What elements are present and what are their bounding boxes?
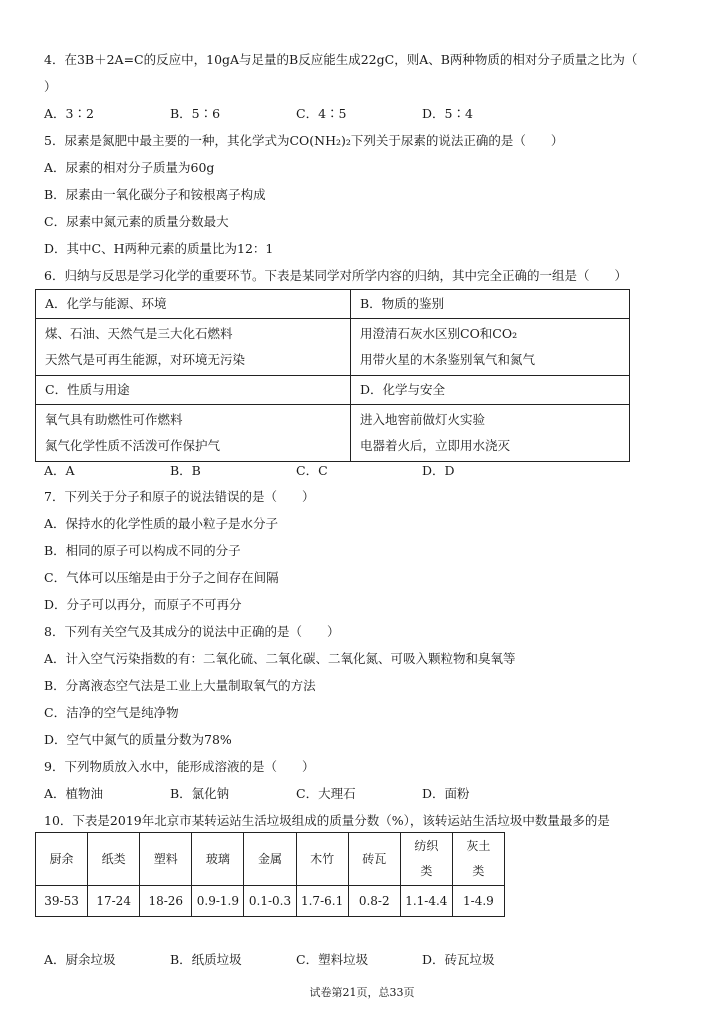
q6-b-line-1: 用澄清石灰水区别CO和CO₂ (360, 326, 518, 341)
q10-option-d: D．砖瓦垃圾 (422, 952, 495, 967)
q10-value-cell: 0.1-0.3 (244, 886, 296, 917)
q5-option-a: A．尿素的相对分子质量为60g (44, 160, 215, 175)
q6-stem: 6．归纳与反思是学习化学的重要环节。下表是某同学对所学内容的归纳，其中完全正确的一组是（ ） (44, 268, 627, 283)
q7-option-d: D．分子可以再分，而原子不可再分 (44, 597, 242, 612)
q10-header-cell: 木竹 (296, 833, 348, 886)
q6-d-line-2: 电器着火后，立即用水浇灭 (360, 438, 511, 453)
q10-option-b: B．纸质垃圾 (170, 952, 242, 967)
q6-cell-a-title: A．化学与能源、环境 (36, 290, 351, 319)
q10-option-c: C．塑料垃圾 (296, 952, 369, 967)
q10-header-cell (452, 833, 504, 886)
q5-stem: 5．尿素是氮肥中最主要的一种，其化学式为CO(NH₂)₂下列关于尿素的说法正确的是（ ） (44, 133, 564, 148)
q10-value-cell: 17-24 (88, 886, 140, 917)
q8-option-c: C．洁净的空气是纯净物 (44, 705, 179, 720)
q8-option-d: D．空气中氮气的质量分数为78% (44, 732, 232, 747)
q6-cell-a-content (36, 319, 351, 376)
q9-options (44, 786, 684, 802)
q9-option-d: D．面粉 (422, 786, 470, 801)
q10-value-cell: 1-4.9 (452, 886, 504, 917)
q5-option-c: C．尿素中氮元素的质量分数最大 (44, 214, 229, 229)
q6-a-line-1: 煤、石油、天然气是三大化石燃料 (45, 326, 233, 341)
q8-stem: 8．下列有关空气及其成分的说法中正确的是（ ） (44, 624, 340, 639)
q7-stem: 7．下列关于分子和原子的说法错误的是（ ） (44, 489, 315, 504)
q10-header-line: 类 (420, 864, 433, 878)
q10-header-line: 纺织 (414, 839, 439, 853)
q10-header-line: 类 (472, 864, 485, 878)
q4-option-d: D．5∶4 (422, 106, 473, 121)
q9-option-b: B．氯化钠 (170, 786, 230, 801)
q6-option-a: A．A (44, 463, 75, 478)
q6-options (44, 463, 684, 479)
q6-option-c: C．C (296, 463, 328, 478)
q4-option-a: A．3∶2 (44, 106, 94, 121)
q6-b-line-2: 用带火星的木条鉴别氧气和氮气 (360, 352, 536, 367)
q10-options (44, 952, 684, 968)
q6-cell-d-title: D．化学与安全 (351, 376, 630, 405)
q10-option-a: A．厨余垃圾 (44, 952, 116, 967)
q4-option-c: C．4∶5 (296, 106, 347, 121)
q10-header-cell: 厨余 (36, 833, 88, 886)
q5-option-d: D．其中C、H两种元素的质量比为12：1 (44, 241, 274, 256)
page-footer: 试卷第21页，总33页 (309, 986, 415, 999)
q6-cell-b-title: B．物质的鉴别 (351, 290, 630, 319)
q10-header-cell: 砖瓦 (348, 833, 400, 886)
q5-option-b: B．尿素由一氧化碳分子和铵根离子构成 (44, 187, 266, 202)
q10-table (35, 832, 505, 917)
q4-stem-continued: ） (44, 79, 57, 94)
q10-value-cell: 1.7-6.1 (296, 886, 348, 917)
q6-cell-c-content (36, 405, 351, 462)
q8-option-b: B．分离液态空气法是工业上大量制取氧气的方法 (44, 678, 316, 693)
q10-stem: 10．下表是2019年北京市某转运站生活垃圾组成的质量分数（%），该转运站生活垃圾中数量最多的是 (44, 813, 610, 828)
q10-header-cell: 纸类 (88, 833, 140, 886)
q7-option-a: A．保持水的化学性质的最小粒子是水分子 (44, 516, 279, 531)
q6-option-b: B．B (170, 463, 201, 478)
q6-cell-c-title: C．性质与用途 (36, 376, 351, 405)
q10-header-line: 灰土 (466, 839, 491, 853)
q10-value-cell: 39-53 (36, 886, 88, 917)
q9-option-a: A．植物油 (44, 786, 104, 801)
q4-stem: 4．在3B＋2A=C的反应中，10gA与足量的B反应能生成22gC，则A、B两种物质的相对分子质量之比为（ (44, 52, 638, 67)
q10-header-cell: 玻璃 (192, 833, 244, 886)
q6-cell-b-content (351, 319, 630, 376)
q10-value-cell: 18-26 (140, 886, 192, 917)
q6-option-d: D．D (422, 463, 455, 478)
q10-value-cell: 1.1-4.4 (400, 886, 452, 917)
q7-option-b: B．相同的原子可以构成不同的分子 (44, 543, 241, 558)
q10-header-cell (400, 833, 452, 886)
q6-c-line-2: 氮气化学性质不活泼可作保护气 (45, 438, 221, 453)
q6-table (35, 289, 630, 462)
q10-value-cell: 0.9-1.9 (192, 886, 244, 917)
q10-header-cell: 塑料 (140, 833, 192, 886)
q4-options (44, 106, 684, 122)
q6-a-line-2: 天然气是可再生能源，对环境无污染 (45, 352, 246, 367)
q6-cell-d-content (351, 405, 630, 462)
q8-option-a: A．计入空气污染指数的有：二氧化硫、二氧化碳、二氧化氮、可吸入颗粒物和臭氧等 (44, 651, 516, 666)
q9-stem: 9．下列物质放入水中，能形成溶液的是（ ） (44, 759, 315, 774)
q6-c-line-1: 氧气具有助燃性可作燃料 (45, 412, 183, 427)
q9-option-c: C．大理石 (296, 786, 356, 801)
q10-header-cell: 金属 (244, 833, 296, 886)
q6-d-line-1: 进入地窖前做灯火实验 (360, 412, 486, 427)
q4-option-b: B．5∶6 (170, 106, 221, 121)
q10-value-cell: 0.8-2 (348, 886, 400, 917)
q7-option-c: C．气体可以压缩是由于分子之间存在间隔 (44, 570, 279, 585)
